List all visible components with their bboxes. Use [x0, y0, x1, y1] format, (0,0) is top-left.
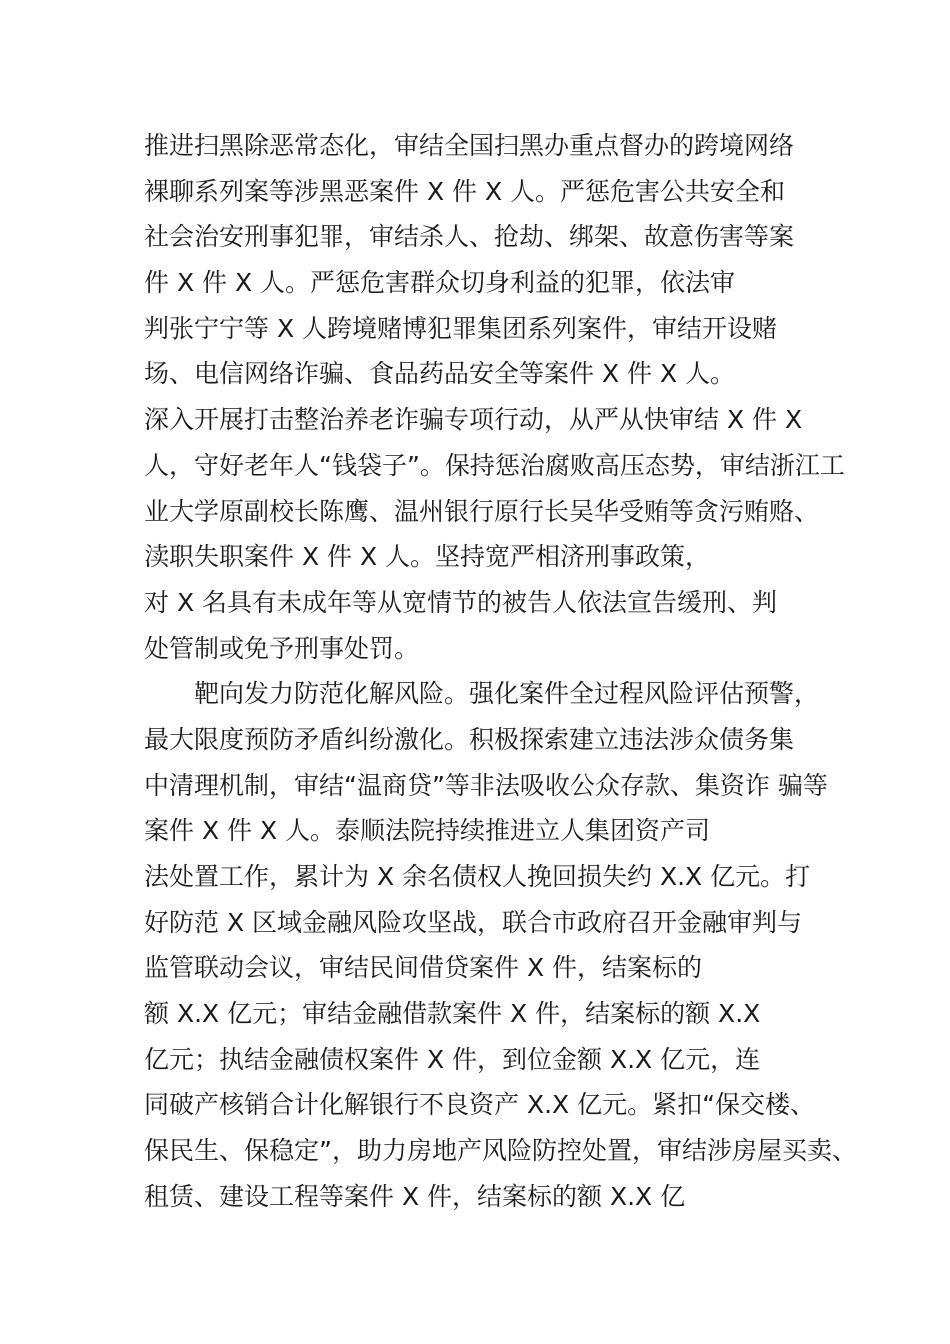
text-line: 法处置工作，累计为 X 余名债权人挽回损失约 X.X 亿元。打	[144, 862, 811, 891]
text-line: 社会治安刑事犯罪，审结杀人、抢劫、绑架、故意伤害等案	[144, 222, 795, 252]
text-line: 案件 X 件 X 人。泰顺法院持续推进立人集团资产司	[144, 816, 711, 846]
text-line: 保民生、保稳定”，助力房地产风险防控处置，审结涉房屋买卖、	[144, 1136, 857, 1166]
text-line: 好防范 X 区域金融风险攻坚战，联合市政府召开金融审判与	[144, 907, 803, 937]
text-line: 租赁、建设工程等案件 X 件，结案标的额 X.X 亿	[144, 1181, 686, 1211]
text-line: 对 X 名具有未成年等从宽情节的被告人依法宣告缓刑、判	[144, 587, 778, 617]
text-line: 裸聊系列案等涉黑恶案件 X 件 X 人。严惩危害公共安全和	[144, 176, 786, 206]
text-line: 额 X.X 亿元；审结金融借款案件 X 件，结案标的额 X.X	[144, 999, 761, 1029]
text-line: 件 X 件 X 人。严惩危害群众切身利益的犯罪，依法审	[144, 268, 736, 298]
text-line: 处管制或免予刑事处罚。	[144, 633, 420, 663]
body-text	[144, 123, 857, 1220]
text-line: 亿元；执结金融债权案件 X 件，到位金额 X.X 亿元，连	[144, 1044, 761, 1074]
text-line: 场、电信网络诈骗、食品药品安全等案件 X 件 X 人。	[144, 359, 736, 389]
text-line: 人，守好老年人“钱袋子”。保持惩治腐败高压态势，审结浙江工	[144, 450, 845, 480]
text-line: 判张宁宁等 X 人跨境赌博犯罪集团系列案件，审结开设赌	[144, 313, 778, 343]
text-line: 中清理机制，审结“温商贷”等非法吸收公众存款、集资诈 骗等	[144, 770, 828, 800]
text-line: 深入开展打击整治养老诈骗专项行动，从严从快审结 X 件 X	[144, 405, 803, 435]
text-line: 渎职失职案件 X 件 X 人。坚持宽严相济刑事政策，	[144, 542, 711, 572]
text-line: 业大学原副校长陈鹰、温州银行原行长吴华受贿等贪污贿赂、	[144, 496, 820, 526]
text-line: 同破产核销合计化解银行不良资产 X.X 亿元。紧扣“保交楼、	[144, 1090, 816, 1120]
text-line: 推进扫黑除恶常态化，审结全国扫黑办重点督办的跨境网络	[144, 131, 795, 160]
text-line: 最大限度预防矛盾纠纷激化。积极探索建立违法涉众债务集	[144, 724, 795, 754]
paragraph-first-line: 靶向发力防范化解风险。强化案件全过程风险评估预警，	[194, 679, 820, 709]
text-line: 监管联动会议，审结民间借贷案件 X 件，结案标的	[144, 953, 703, 983]
